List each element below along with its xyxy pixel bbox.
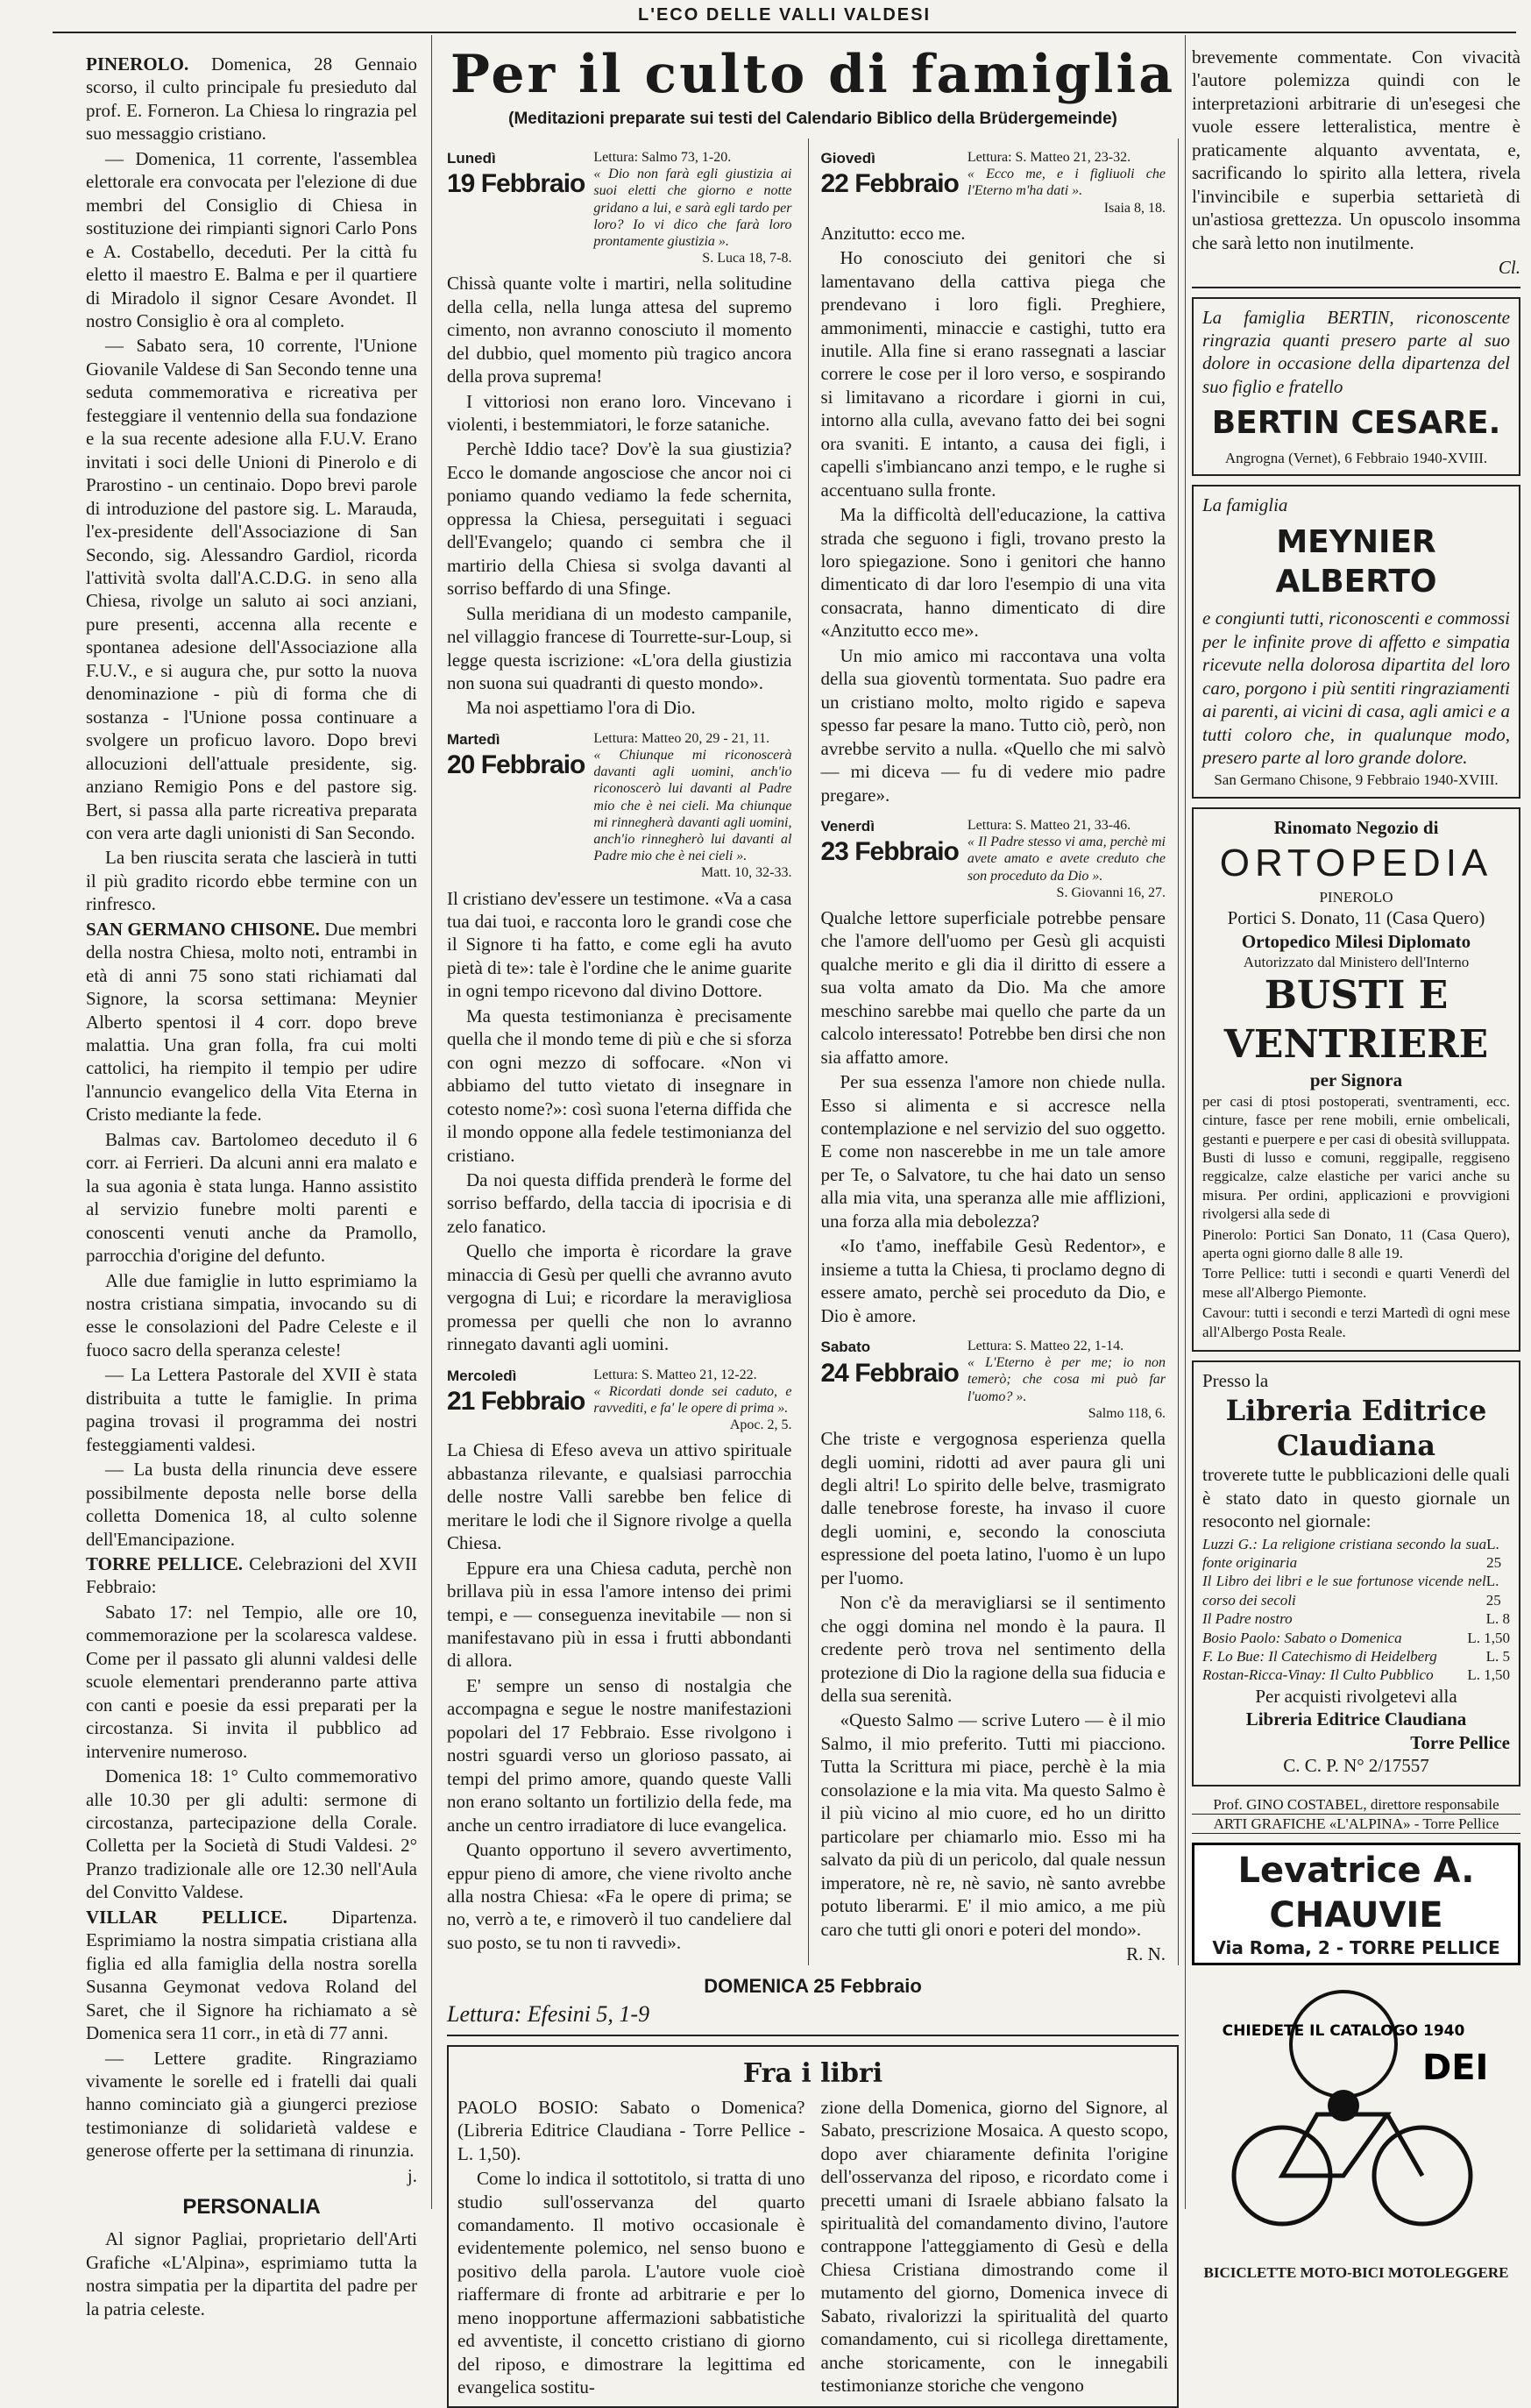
lib-item-title: Il Padre nostro (1202, 1610, 1293, 1628)
meditation-paragraph: E' sempre un senso di nostalgia che accompagna e segue le nostre manifestazioni popolari del 17 Febbraio. Esse rivolgono i nostri sguardi verso un glorioso passato, ai tempi del primo amore, quando queste Valli non erano soltanto un fortilizio della fede, ma anche un centro irradiatore di luce evangelica. (447, 1674, 792, 1836)
dei-catalog-text: CHIEDETE IL CATALOGO 1940 (1222, 2022, 1464, 2041)
lib-item-title: Luzzi G.: La religione cristiana secondo la sua fonte originaria (1202, 1535, 1487, 1571)
ads-column (1192, 46, 1520, 2282)
busti-torre: Torre Pellice: tutti i secondi e quarti Venerdì del mese all'Albergo Piemonte. (1202, 1265, 1510, 1301)
busti-sub: per Signora (1309, 1069, 1403, 1091)
dei-bottom: BICICLETTE MOTO-BICI MOTOLEGGERE (1203, 2264, 1509, 2282)
bertin-notice (1192, 297, 1520, 477)
lib-item-title: F. Lo Bue: Il Catechismo di Heidelberg (1202, 1647, 1437, 1665)
san-germano-paragraph (86, 918, 417, 1126)
lib-item-price: L. 8 (1485, 1610, 1510, 1628)
reading-ref: Lettura: S. Matteo 21, 12-22. (593, 1367, 757, 1382)
verse: « Chiunque mi riconoscerà davanti agli uomini, anch'io riconoscerò lui davanti al Padre mio che è nei cieli. Ma chiunque mi rinnegherà davanti agli uomini, anch'io rinnegherò lui davanti al Padre mio che è nei cieli ». (593, 748, 792, 864)
verse-ref: Isaia 8, 18. (1103, 200, 1166, 216)
claudiana-ad (1192, 1360, 1520, 1786)
busti-cavour: Cavour: tutti i secondi e terzi Martedì di ogni mese all'Albergo Posta Reale. (1202, 1304, 1510, 1340)
day-name: Mercoledì (447, 1367, 517, 1384)
meditation-day (447, 1367, 792, 1955)
libri-body: zione della Domenica, giorno del Signore, al Sabato, prescrizione Mosaica. A questo scopo, dopo aver chiaramente definita l'origine dell'osservanza del riposo, e ricordato come i precetti umani di Israele abbiano falsato la spiritualità del comandamento divino, l'autore contrappone l'atteggiamento di Gesù e della Chiesa Cristiana dimostrando come il mutamento del giorno, Domenica invece di Sabato, rivalorizzi la spiritualità del quarto comandamento, cui si ricollega direttamente, anche storicamente, con le innegabili testimonianze storiche che vengono (820, 2096, 1168, 2397)
lib-items (1202, 1535, 1510, 1685)
lib-ccp: C. C. P. N° 2/17557 (1283, 1755, 1429, 1777)
day-name: Sabato (820, 1339, 871, 1356)
lib-item (1202, 1629, 1510, 1647)
column-divider (1185, 35, 1186, 2209)
torre-pellice-paragraph (86, 1552, 417, 1599)
day-name: Martedì (447, 730, 500, 748)
pinerolo-paragraph: — Domenica, 11 corrente, l'assemblea elettorale era convocata per l'elezione di due membri del Consiglio di Chiesa in sostituzione dei rimpianti signori Carlo Pons e A. Costabello, deceduti. Per la città fu eletto il maestro E. Balma e per il quartiere di Miradolo il signor Cesare Avondet. Il nostro Consiglio è ora al completo. (86, 147, 417, 331)
meditation-paragraph: Qualche lettore superficiale potrebbe pensare che l'amore dell'uomo per Gesù gli acquisti qualche merito e gli dia il diritto di essere a sua volta amato da Dio. Ma che amore meschino sarebbe mai quello che parte da un calcolo interessato! Potrebbe ben dirsi che non sia affatto amore. (820, 906, 1166, 1068)
verse-ref: Matt. 10, 32-33. (700, 865, 792, 881)
busti-pinerolo: Pinerolo: Portici San Donato, 11 (Casa Quero), aperta ogni giorno dalle 8 alle 19. (1202, 1225, 1510, 1262)
libri-title: Fra i libri (742, 2057, 883, 2089)
meditation-day (447, 149, 792, 720)
san-germano-paragraph: — La Lettera Pastorale del XVII è stata distribuita a tutte le famiglie. In prima pagina trovasi il programma dei nostri festeggiamenti valdesi. (86, 1364, 417, 1455)
ortho-name: Ortopedico Milesi Diplomato (1241, 930, 1471, 952)
day-date: 23 Febbraio (820, 837, 959, 867)
day-header (447, 149, 792, 266)
verse-ref: Apoc. 2, 5. (729, 1417, 792, 1433)
lib-item-title: Rostan-Ricca-Vinay: Il Culto Pubblico (1202, 1666, 1434, 1684)
day-header (447, 730, 792, 882)
meditation-day (821, 1338, 1166, 1965)
meditation-paragraph: Ma questa testimonianza è precisamente quella che il mondo teme di più e che si sforza con ogni mezzo di soffocare. «Non vi abbiamo del tutto vietato di insegnare in cotesto nome?»: così suona l'eterna diffida che il mondo oppone alla fedele testimonianza del cristiano. (447, 1005, 792, 1166)
ortho-addr: Portici S. Donato, 11 (Casa Quero) (1227, 907, 1485, 929)
verse: « Dio non farà egli giustizia ai suoi eletti che giorno e notte gridano a lui, e sarà egli tardo per loro? Io vi dico che farà loro prontamente giustizia ». (593, 167, 792, 249)
verse: « L'Eterno è per me; io non temerò; che cosa mi può far l'uomo? ». (967, 1355, 1166, 1404)
meditation-day (821, 149, 1166, 806)
day-label (821, 1338, 959, 1389)
busti-title: BUSTI E VENTRIERE (1223, 973, 1489, 1067)
personalia-heading: PERSONALIA (182, 2195, 321, 2220)
reading-ref: Lettura: S. Matteo 21, 23-32. (967, 149, 1131, 165)
arti-grafiche: ARTI GRAFICHE «L'ALPINA» - Torre Pellice (1192, 1814, 1520, 1834)
ortho-intro: Rinomato Negozio di (1273, 816, 1439, 838)
libri-body: Come lo indica il sottotitolo, si tratta di uno studio sull'osservanza del quarto comandamento. Il motivo occasionale è evidentemente polemico, nel senso buono e positivo della parola. L'autore vuole cioè riaffermare di fronte ad arbitrarie e per lo meno inopportune affermazioni sabbatistiche ed avventiste, il concetto cristiano di giorno del riposo, e dimostrare la legittima ed evangelica sostitu- (457, 2168, 805, 2398)
meditation-day (447, 730, 792, 1356)
torre-pellice-heading: TORRE PELLICE. (86, 1553, 243, 1574)
meditations-col-2 (808, 139, 1180, 1966)
direttore: Prof. GINO COSTABEL, direttore responsabile (1213, 1795, 1499, 1813)
lib-item-price: L. 25 (1486, 1535, 1502, 1571)
meditation-paragraph: I vittoriosi non erano loro. Vincevano i violenti, i bestemmiatori, le forze sataniche. (447, 390, 792, 435)
day-reading (968, 149, 1166, 217)
lib-item-title: Il Libro dei libri e le sue fortunose vicende nel corso dei secoli (1202, 1573, 1486, 1609)
san-germano-paragraph: Alle due famiglie in lutto esprimiamo la nostra cristiana simpatia, invocando su di esse le consolazioni del Padre Celeste e il fuoco sacro della speranza celeste! (86, 1269, 417, 1360)
pinerolo-paragraph (86, 53, 417, 146)
meditation-paragraph: La Chiesa di Efeso aveva un attivo spirituale abbastanza rilevante, e qualsiasi parrocchia delle nostre Valli sarebbe ben felice di meritare le lodi che il Signore rivolge a quella Chiesa. (447, 1439, 792, 1554)
villar-pellice-paragraph: — Lettere gradite. Ringraziamo vivamente le sorelle ed i fratelli dai quali hanno cominciato già a giungerci preziose testimonianze di solidarietà valdese e generose offerte per la settimana di rinunzia. (86, 2047, 417, 2162)
san-germano-paragraph: Balmas cav. Bartolomeo deceduto il 6 corr. ai Ferrieri. Da alcuni anni era malato e la sua agonia è stata lunga. Hanno assistito al servizio funebre molti parenti e conoscenti venuti anche da Pramollo, parrocchia d'origine del defunto. (86, 1128, 417, 1267)
ortho-word: ORTOPEDIA (1219, 842, 1493, 885)
meditation-paragraph: Ma la difficoltà dell'educazione, la cattiva strada che seguono i figli, trovano presto la loro spiegazione. Sono i genitori che hanno dimenticato di dar loro l'esempio di una vita consacrata, hanno dimenticato di dire «Anzitutto ecco me». (820, 504, 1166, 642)
verse-ref: S. Luca 18, 7-8. (702, 251, 792, 266)
meditation-paragraph: Da noi questa diffida prenderà le forme del sorriso beffardo, della taccia di ipocrisia e di zelo fanatico. (447, 1168, 792, 1237)
day-date: 24 Febbraio (820, 1358, 959, 1388)
lib-item (1202, 1666, 1510, 1684)
lib-city: Torre Pellice (1410, 1731, 1510, 1753)
domenica-heading: DOMENICA 25 Febbraio (704, 1975, 922, 1998)
signature: Cl. (1498, 257, 1520, 279)
meynier-text: e congiunti tutti, riconoscenti e commossi per le infinite prove di affetto e simpatia ricevute nella dolorosa dipartita del loro caro, porgono i più sentiti ringraziamenti ai parenti, ai vicini di casa, agli amici e a tutti coloro che, in qualunque modo, presero parte al loro grande dolore. (1202, 607, 1510, 768)
villar-signature: j. (407, 2164, 417, 2186)
busti-text: per casi di ptosi postoperati, sventramenti, ecc. cinture, fasce per rene mobili, ernie ombelicali, gestanti e puerpere e per casi di obesità svilluppata. Busti di lusso e comuni, reggipalle, reggiseno reggicalze, calze elastiche per varici anche su misura. Per ordini, applicazioni e provvigioni rivolgersi alla sede di (1202, 1092, 1510, 1223)
culto-subtitle: (Meditazioni preparate sui testi del Calendario Biblico della Brüdergemeinde) (508, 110, 1117, 128)
day-date: 22 Febbraio (820, 169, 959, 199)
bertin-name: BERTIN CESARE. (1211, 405, 1501, 442)
villar-pellice-heading: VILLAR PELLICE. (86, 1906, 287, 1928)
verse: « Il Padre stesso vi ama, perchè mi avete amato e avete creduto che son proceduto da Dio ». (967, 835, 1166, 884)
meditation-paragraph: Anzitutto: ecco me. (820, 222, 966, 244)
meditations-grid (447, 139, 1179, 1966)
lib-item-price: L. 1,50 (1467, 1629, 1510, 1646)
pinerolo-paragraph: — Sabato sera, 10 corrente, l'Unione Giovanile Valdese di San Secondo tenne una seduta commemorativa e ricreativa per festeggiare il ventennio della sua fondazione e la sua recente adesione alla F.U.V. Erano invitati i soci delle Unioni di Pinerolo e di Prarostino - un centinaio. Dopo brevi parole di introduzione del pastore sig. L. Marauda, l'ex-presidente dell'Associazione di San Secondo, sig. Alessandro Gardiol, ricorda l'attività svolta dall'A.C.D.G. in seno alla Chiesa, rivolge un saluto ai soci anziani, pure presenti, accenna alla recente e spontanea adesione dell'Associazione alla F.U.V., e si augura che, pur sotto la nuova denominazione - più di forma che di sostanza - l'Unione possa continuare a svolgere un proficuo lavoro. Dopo brevi allocuzioni dell'attuale presidente, sig. anziano Remigio Pons e del pastore sig. Bert, si passa alla parte ricreativa preparata con vera arte dagli unionisti di San Secondo. (86, 335, 417, 843)
meditation-paragraph: Quello che importa è ricordare la grave minaccia di Gesù per quelli che avranno avuto vergogna di Lui; e ricordare la meravigliosa promessa per quelli che non lo avranno rinnegato davanti agli uomini. (447, 1240, 792, 1355)
meditation-paragraph: Sulla meridiana di un modesto campanile, nel villaggio francese di Tourrette-sur-Loup, si legge questa iscrizione: «L'ora della giustizia non suona sui quadranti di questo mondo». (447, 602, 792, 693)
verse-ref: S. Giovanni 16, 27. (1056, 884, 1166, 900)
bicycle-illustration (1212, 1974, 1501, 2263)
domenica-lettura: Lettura: Efesini 5, 1-9 (447, 2000, 1179, 2036)
meditation-paragraph: Non c'è da meravigliarsi se il sentimento che oggi domina nel mondo è la paura. Il credente però trova nel sentimento della protezione di Dio la ragione della sua fiducia e della sua serenità. (820, 1592, 1166, 1707)
lib-item-price: L. 25 (1485, 1573, 1501, 1609)
lib-item (1202, 1535, 1510, 1573)
meditation-paragraph: «Questo Salmo — scrive Lutero — è il mio Salmo, il mio preferito. Tutti mi piacciono. Tutta la Scrittura mi piace, perchè è la mia consolazione e la mia vita. Ma questo Salmo è il più vicino al mio cuore, ed ho un diritto particolare per chiamarlo mio. Esso mi ha salvato da più di un pericolo, dal quale nessun imperatore, nè re, nè savio, nè santo avrebbe potuto liberarmi. E' il mio amico, a me più caro che tutti gli onori e poteri del mondo». (820, 1709, 1166, 1940)
meditation-paragraph: Quanto opportuno il severo avvertimento, eppur pieno di amore, che viene rivolto anche alla nostra Chiesa: «Fa le opere di prima; se no, verrò a te, e rimoverò il tuo candeliere dal suo posto, se tu non ti ravvedi». (447, 1839, 792, 1953)
lev-addr: Via Roma, 2 - TORRE PELLICE (1212, 1937, 1500, 1959)
lib-item (1202, 1647, 1510, 1666)
personalia-text: Al signor Pagliai, proprietario dell'Arti Grafiche «L'Alpina», esprimiamo tutta la nostra simpatia per la dipartita del padre per la patria celeste. (86, 2228, 417, 2319)
meditation-paragraph: Chissà quante volte i martiri, nella solitudine della cella, nella lunga attesa del supremo cimento, non avranno conosciuto il momento del dubbio, quel momento più tragico ancora della prova suprema! (447, 273, 792, 387)
reading-ref: Lettura: S. Matteo 22, 1-14. (967, 1339, 1124, 1354)
culto-title: Per il culto di famiglia (450, 44, 1176, 105)
bertin-intro: La famiglia BERTIN, riconoscente ringrazia quanti presero parte al suo dolore in occasione della dipartenza del suo figlio e fratello (1202, 306, 1510, 397)
fra-i-libri (447, 2045, 1179, 2408)
day-reading (593, 1367, 791, 1434)
levatrice-ad (1192, 1843, 1520, 1965)
meditation-paragraph: Per sua essenza l'amore non chiede nulla. Esso si alimenta e si accresce nella contemplazione e nel servizio del suo oggetto. E come non nascerebbe in me un tale amore per Te, o Salvatore, tu che hai dato un senso alla mia vita, una speranza alle mie afflizioni, una forza alla mia debolezza? (820, 1071, 1166, 1232)
meditation-paragraph: Un mio amico mi raccontava una volta della sua gioventù tormentata. Suo padre era un cristiano molto, molto rigido e sapeva spesso far pesare la mano. Tutto ciò, però, non avrebbe servito a nulla. «Quello che mi salvò — mi diceva — fu di vedere mio padre pregare». (820, 644, 1166, 806)
lib-presso: Presso la (1202, 1370, 1269, 1392)
day-header (447, 1367, 792, 1434)
meynier-name: MEYNIER ALBERTO (1275, 523, 1437, 600)
reading-ref: Lettura: Matteo 20, 29 - 21, 11. (593, 730, 770, 746)
pinerolo-heading: PINEROLO. (86, 53, 189, 75)
meynier-notice (1192, 485, 1520, 799)
meditation-paragraph: Eppure era una Chiesa caduta, perchè non brillava più in essa l'amore intenso dei primi tempi, e — conseguenza inevitabile — non si manifestavano più in essa i frutti abbondanti di allora. (447, 1557, 792, 1672)
verse: « Ecco me, e i figliuoli che l'Eterno m'ha dati ». (967, 167, 1166, 199)
day-label (447, 1367, 585, 1418)
pinerolo-paragraph: La ben riuscita serata che lascierà in tutti il più gradito ricordo ebbe termine con un rinfresco. (86, 847, 417, 915)
libri-continuation: brevemente commentate. Con vivacità l'autore polemizza quindi con le interpretazioni arbitrarie di un'esegesi che vuole essere letteralistica, mentre è praticamente alquanto avventata, e, sacrificando lo spirito alla lettera, rivela l'invincibile e superbia settarietà di un'astiosa grettezza. Un opuscolo insomma che sarà letto non inutilmente. (1192, 46, 1520, 253)
lev-name: Levatrice A. CHAUVIE (1237, 1850, 1475, 1936)
day-label (447, 149, 585, 201)
day-header (821, 149, 1166, 217)
meynier-intro: La famiglia (1202, 494, 1288, 516)
day-reading (968, 817, 1166, 901)
meditation-signature: R. N. (1126, 1943, 1166, 1965)
meditation-paragraph: Ma noi aspettiamo l'ora di Dio. (466, 697, 696, 719)
day-name: Venerdì (820, 818, 875, 835)
day-date: 21 Febbraio (447, 1387, 585, 1417)
lib-order-name: Libreria Editrice Claudiana (1245, 1708, 1467, 1730)
torre-pellice-paragraph: Domenica 18: 1° Culto commemorativo alle 10.30 per gli adulti: sermone di circostanza, partecipazione della Corale. Colletta per la Società di Studi Valdesi. 2° Pranzo tradizionale alle ore 12.30 nell'Aula del Convitto Valdese. (86, 1765, 417, 1903)
reading-ref: Lettura: Salmo 73, 1-20. (593, 149, 732, 165)
lib-name: Libreria Editrice Claudiana (1225, 1393, 1487, 1462)
san-germano-text: Due membri della nostra Chiesa, molto noti, entrambi in età di anni 75 sono stati richiamati dal Signore, la scorsa settimana: Meynier Alberto spentosi il 4 corr. dopo breve malattia. Una gran folla, fra cui molti cattolici, ha riempito il tempio per udire l'annuncio evangelico della Vita Eterna in Cristo mediante la fede. (86, 918, 417, 1126)
dei-bicycle-ad (1212, 1974, 1501, 2263)
masthead: L'ECO DELLE VALLI VALDESI (53, 5, 1516, 33)
lib-item-title: Bosio Paolo: Sabato o Domenica (1202, 1629, 1402, 1646)
reading-ref: Lettura: S. Matteo 21, 33-46. (967, 818, 1131, 834)
torre-pellice-text: Celebrazioni del XVII Febbraio: (86, 1553, 418, 1598)
villar-pellice-paragraph (86, 1906, 417, 2045)
local-news-column (86, 53, 418, 2319)
ortho-city: PINEROLO (1319, 888, 1393, 906)
torre-pellice-paragraph: Sabato 17: nel Tempio, alle ore 10, commemorazione per la scolaresca valdese. Come per il passato gli alunni valdesi delle scuole elementari prenderanno parte attiva con canti e poesie da essi preparati per la circostanza. Si invita il pubblico ad intervenire numeroso. (86, 1601, 417, 1762)
dei-brand: DEI (1421, 2048, 1488, 2089)
libri-ref: PAOLO BOSIO: Sabato o Domenica? (Libreria Editrice Claudiana - Torre Pellice - L. 1,50). (457, 2096, 805, 2164)
day-header (821, 1338, 1166, 1422)
san-germano-paragraph: — La busta della rinuncia deve essere possibilmente deposta nelle borse della colletta Domenica 18, al culto solenne dell'Emancipazione. (86, 1459, 417, 1550)
meditation-paragraph: Che triste e vergognosa esperienza quella degli uomini, ridotti ad aver paura gli uni degli altri! Lo spirito delle belve, trasmigrato dalle tenebrose foreste, ha invaso il cuore degli uomini, e, secondo la conosciuta espressione del poeta latino, l'uomo è un lupo per l'uomo. (820, 1428, 1166, 1588)
day-reading (968, 1338, 1166, 1422)
day-date: 20 Febbraio (447, 750, 585, 780)
meditation-paragraph: «Io t'amo, ineffabile Gesù Redentor», e insieme a tutta la Chiesa, ti proclamo degno di essere amato, perchè sei proceduto da Dio, e Dio è amore. (820, 1235, 1166, 1326)
day-label (821, 817, 959, 869)
meynier-place: San Germano Chisone, 9 Febbraio 1940-XVIII. (1214, 771, 1499, 789)
lib-item (1202, 1609, 1510, 1628)
pinerolo-text: Domenica, 28 Gennaio scorso, il culto principale fu presieduto dal prof. E. Forneron. La Chiesa lo ringrazia pel suo messaggio cristiano. (86, 53, 417, 145)
ortopedia-ad (1192, 807, 1520, 1352)
verse: « Ricordati donde sei caduto, e ravvediti, e fa' le opere di prima ». (593, 1383, 792, 1416)
lib-item-price: L. 5 (1485, 1647, 1510, 1665)
san-germano-heading: SAN GERMANO CHISONE. (86, 918, 320, 940)
column-divider (431, 35, 432, 2209)
day-name: Lunedì (447, 149, 496, 167)
meditations-col-1 (447, 139, 792, 1966)
meditation-day (821, 817, 1166, 1327)
villar-pellice-text: Dipartenza. Esprimiamo la nostra simpatia cristiana alla figlia ed alla famiglia della nostra sorella Susanna Geymonat vedova Roland del Saret, che il Signore ha richiamato a sè Domenica sera 11 corr., in età di 77 anni. (86, 1906, 417, 2044)
bertin-place: Angrogna (Vernet), 6 Febbraio 1940-XVIII. (1224, 449, 1488, 466)
day-name: Giovedì (820, 149, 875, 167)
day-label (447, 730, 585, 782)
lib-text: troverete tutte le pubblicazioni delle quali è stato dato in questo giornale un resoconto nel giornale: (1202, 1464, 1510, 1532)
lib-order: Per acquisti rivolgetevi alla (1255, 1685, 1457, 1707)
day-header (821, 817, 1166, 901)
meditation-paragraph: Perchè Iddio tace? Dov'è la sua giustizia? Ecco le domande angosciose che ancor noi ci poniamo quando vediamo la fede schernita, oppressa la Chiesa, perseguitati i seguaci dell'Evangelo; quando ci sembra che il martirio della Chiesa si svolga davanti al sorriso beffardo di una Sfinge. (447, 438, 792, 600)
ortho-auth: Autorizzato dal Ministero dell'Interno (1243, 954, 1470, 971)
day-date: 19 Febbraio (447, 169, 585, 199)
day-reading (593, 149, 791, 266)
day-reading (593, 730, 791, 882)
day-label (821, 149, 959, 201)
lib-item (1202, 1572, 1510, 1609)
culto-section (447, 44, 1179, 2398)
lib-item-price: L. 1,50 (1467, 1666, 1510, 1684)
meditation-paragraph: Ho conosciuto dei genitori che si lamentavano della cattiva piega che prendevano i loro figli. Preghiere, ammonimenti, minaccie e castighi, tutto era inutile. Alla fine si erano rassegnati a lasciar correre le cose per il loro verso, e sospirando si limitavano a ricordare i giorni in cui, intorno alla culla, avevano fatto dei bei sogni ora svaniti. E intanto, a causa dei figli, i capelli s'imbiancano anzi tempo, e le rughe si accentuano sulla fronte. (820, 247, 1166, 501)
meditation-paragraph: Il cristiano dev'essere un testimone. «Va a casa tua dai tuoi, e racconta loro le grandi cose che il Signore ti ha fatto, e come egli ha avuto pietà di te»: tale è l'ordine che le anime guarite in ogni tempo ricevono dal divino Dottore. (447, 887, 792, 1002)
verse-ref: Salmo 118, 6. (1088, 1405, 1166, 1421)
